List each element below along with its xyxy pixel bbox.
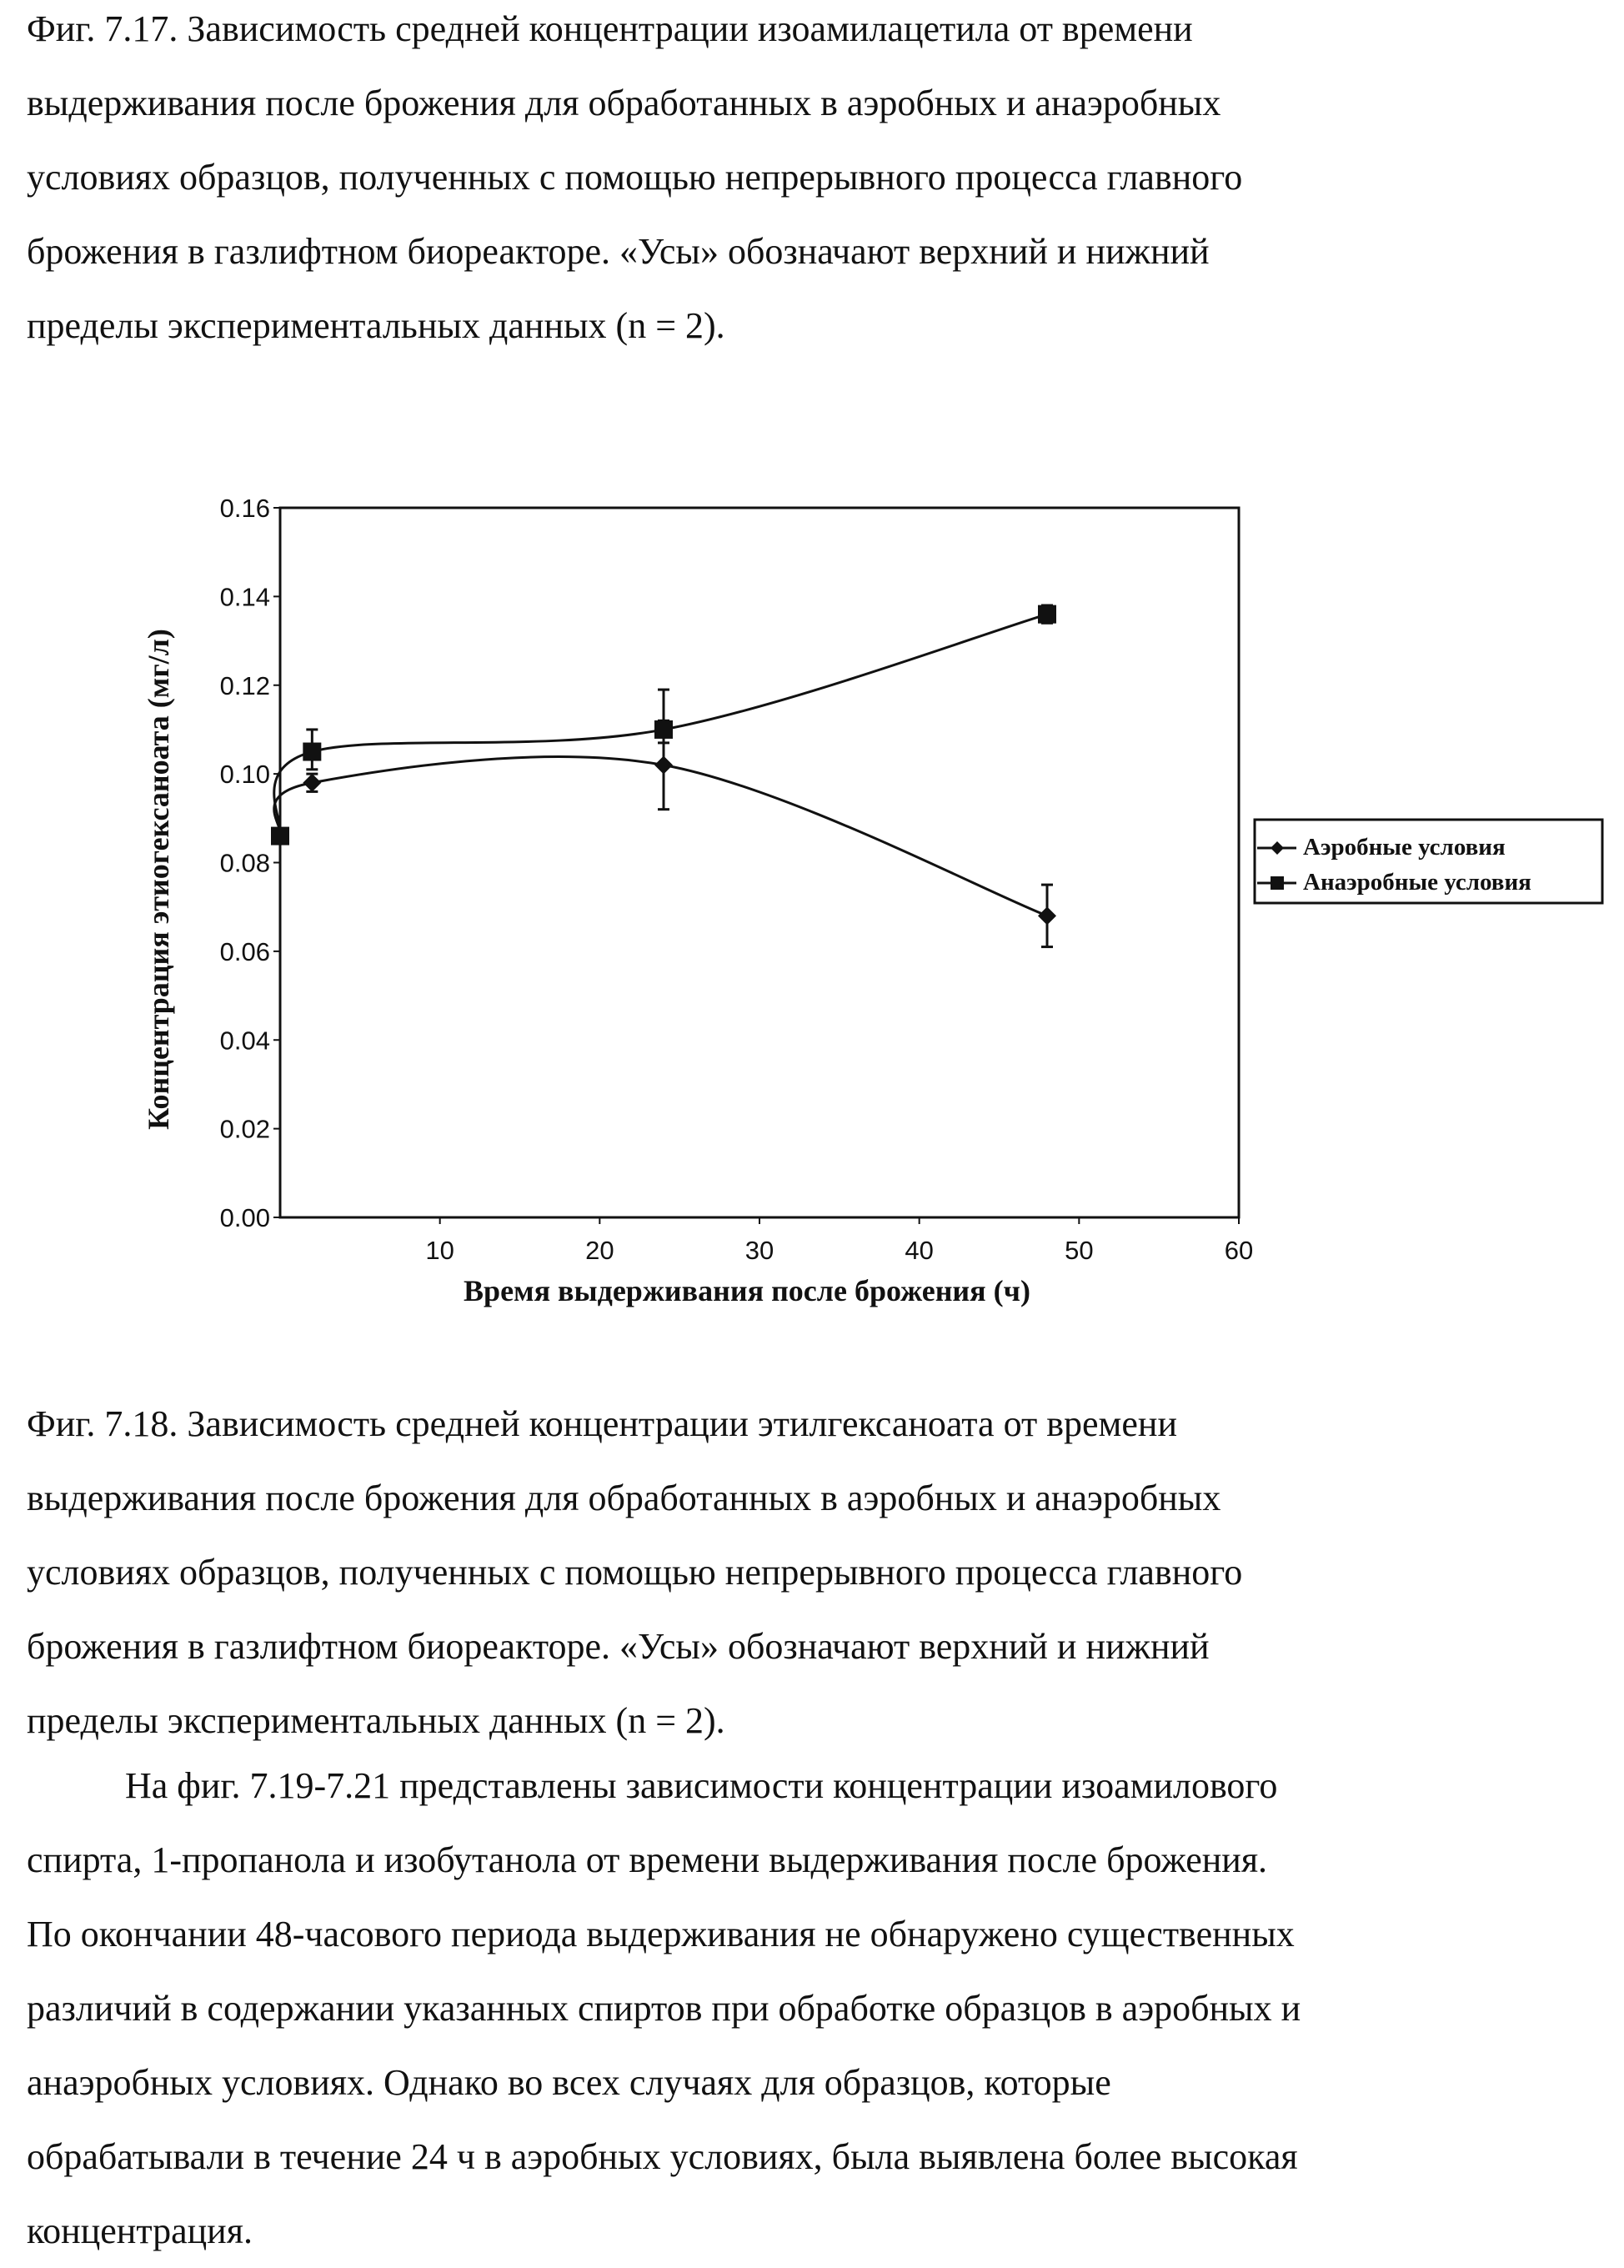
- paragraph-line: спирта, 1-пропанола и изобутанола от времени выдерживания после брожения.: [27, 1823, 1602, 1897]
- paragraph-line: анаэробных условиях. Однако во всех случаях для образцов, которые: [27, 2045, 1602, 2120]
- caption-line: выдерживания после брожения для обработанных в аэробных и анаэробных: [27, 66, 1602, 140]
- paragraph-line: обрабатывали в течение 24 ч в аэробных условиях, была выявлена более высокая: [27, 2120, 1602, 2194]
- data-point-square: [303, 743, 321, 761]
- data-point-diamond: [654, 755, 673, 774]
- caption-line: брожения в газлифтном биореакторе. «Усы» обозначают верхний и нижний: [27, 214, 1602, 289]
- figure-7-18-caption: [27, 1387, 1602, 1758]
- caption-line: выдерживания после брожения для обработанных в аэробных и анаэробных: [27, 1461, 1602, 1535]
- x-axis-label: Время выдерживания после брожения (ч): [464, 1274, 1030, 1307]
- figure-7-18-chart: [0, 467, 1624, 1334]
- y-tick-label: 0.10: [220, 760, 270, 789]
- y-axis-label: Концентрация этиогексаноата (мг/л): [142, 629, 175, 1130]
- legend-marker-square: [1271, 876, 1284, 890]
- data-point-diamond: [303, 774, 321, 792]
- y-tick-label: 0.02: [220, 1115, 270, 1144]
- paragraph-line: По окончании 48-часового периода выдерживания не обнаружено существенных: [27, 1897, 1602, 1971]
- legend-label: Аэробные условия: [1303, 834, 1506, 861]
- x-tick-label: 60: [1225, 1236, 1253, 1265]
- paragraph-line: различий в содержании указанных спиртов при обработке образцов в аэробных и: [27, 1971, 1602, 2045]
- y-tick-label: 0.12: [220, 671, 270, 700]
- y-tick-label: 0.00: [220, 1203, 270, 1232]
- caption-line: пределы экспериментальных данных (n = 2).: [27, 289, 1602, 363]
- x-tick-label: 10: [425, 1236, 454, 1265]
- y-tick-label: 0.04: [220, 1026, 270, 1055]
- data-point-diamond: [1038, 906, 1056, 925]
- legend-label: Анаэробные условия: [1303, 869, 1531, 896]
- caption-line: Фиг. 7.18. Зависимость средней концентрации этилгексаноата от времени: [27, 1387, 1602, 1461]
- series-line-aerobic: [274, 757, 1047, 916]
- data-point-square: [271, 827, 289, 845]
- caption-line: пределы экспериментальных данных (n = 2).: [27, 1683, 1602, 1758]
- caption-line: брожения в газлифтном биореакторе. «Усы» обозначают верхний и нижний: [27, 1609, 1602, 1683]
- body-paragraph: [27, 1749, 1602, 2268]
- y-tick-label: 0.16: [220, 494, 270, 523]
- caption-line: условиях образцов, полученных с помощью непрерывного процесса главного: [27, 140, 1602, 214]
- y-tick-label: 0.14: [220, 582, 270, 611]
- caption-line: Фиг. 7.17. Зависимость средней концентрации изоамилацетила от времени: [27, 0, 1602, 66]
- data-point-square: [654, 720, 673, 739]
- y-tick-label: 0.06: [220, 937, 270, 966]
- figure-7-17-caption: [27, 0, 1602, 363]
- data-point-square: [1038, 605, 1056, 624]
- paragraph-line: На фиг. 7.19-7.21 представлены зависимости концентрации изоамилового: [27, 1749, 1602, 1823]
- y-tick-label: 0.08: [220, 849, 270, 878]
- plot-frame: [280, 508, 1239, 1217]
- caption-line: условиях образцов, полученных с помощью непрерывного процесса главного: [27, 1535, 1602, 1609]
- x-tick-label: 40: [905, 1236, 933, 1265]
- x-tick-label: 50: [1065, 1236, 1093, 1265]
- x-tick-label: 30: [745, 1236, 774, 1265]
- paragraph-line: концентрация.: [27, 2194, 1602, 2268]
- x-tick-label: 20: [585, 1236, 614, 1265]
